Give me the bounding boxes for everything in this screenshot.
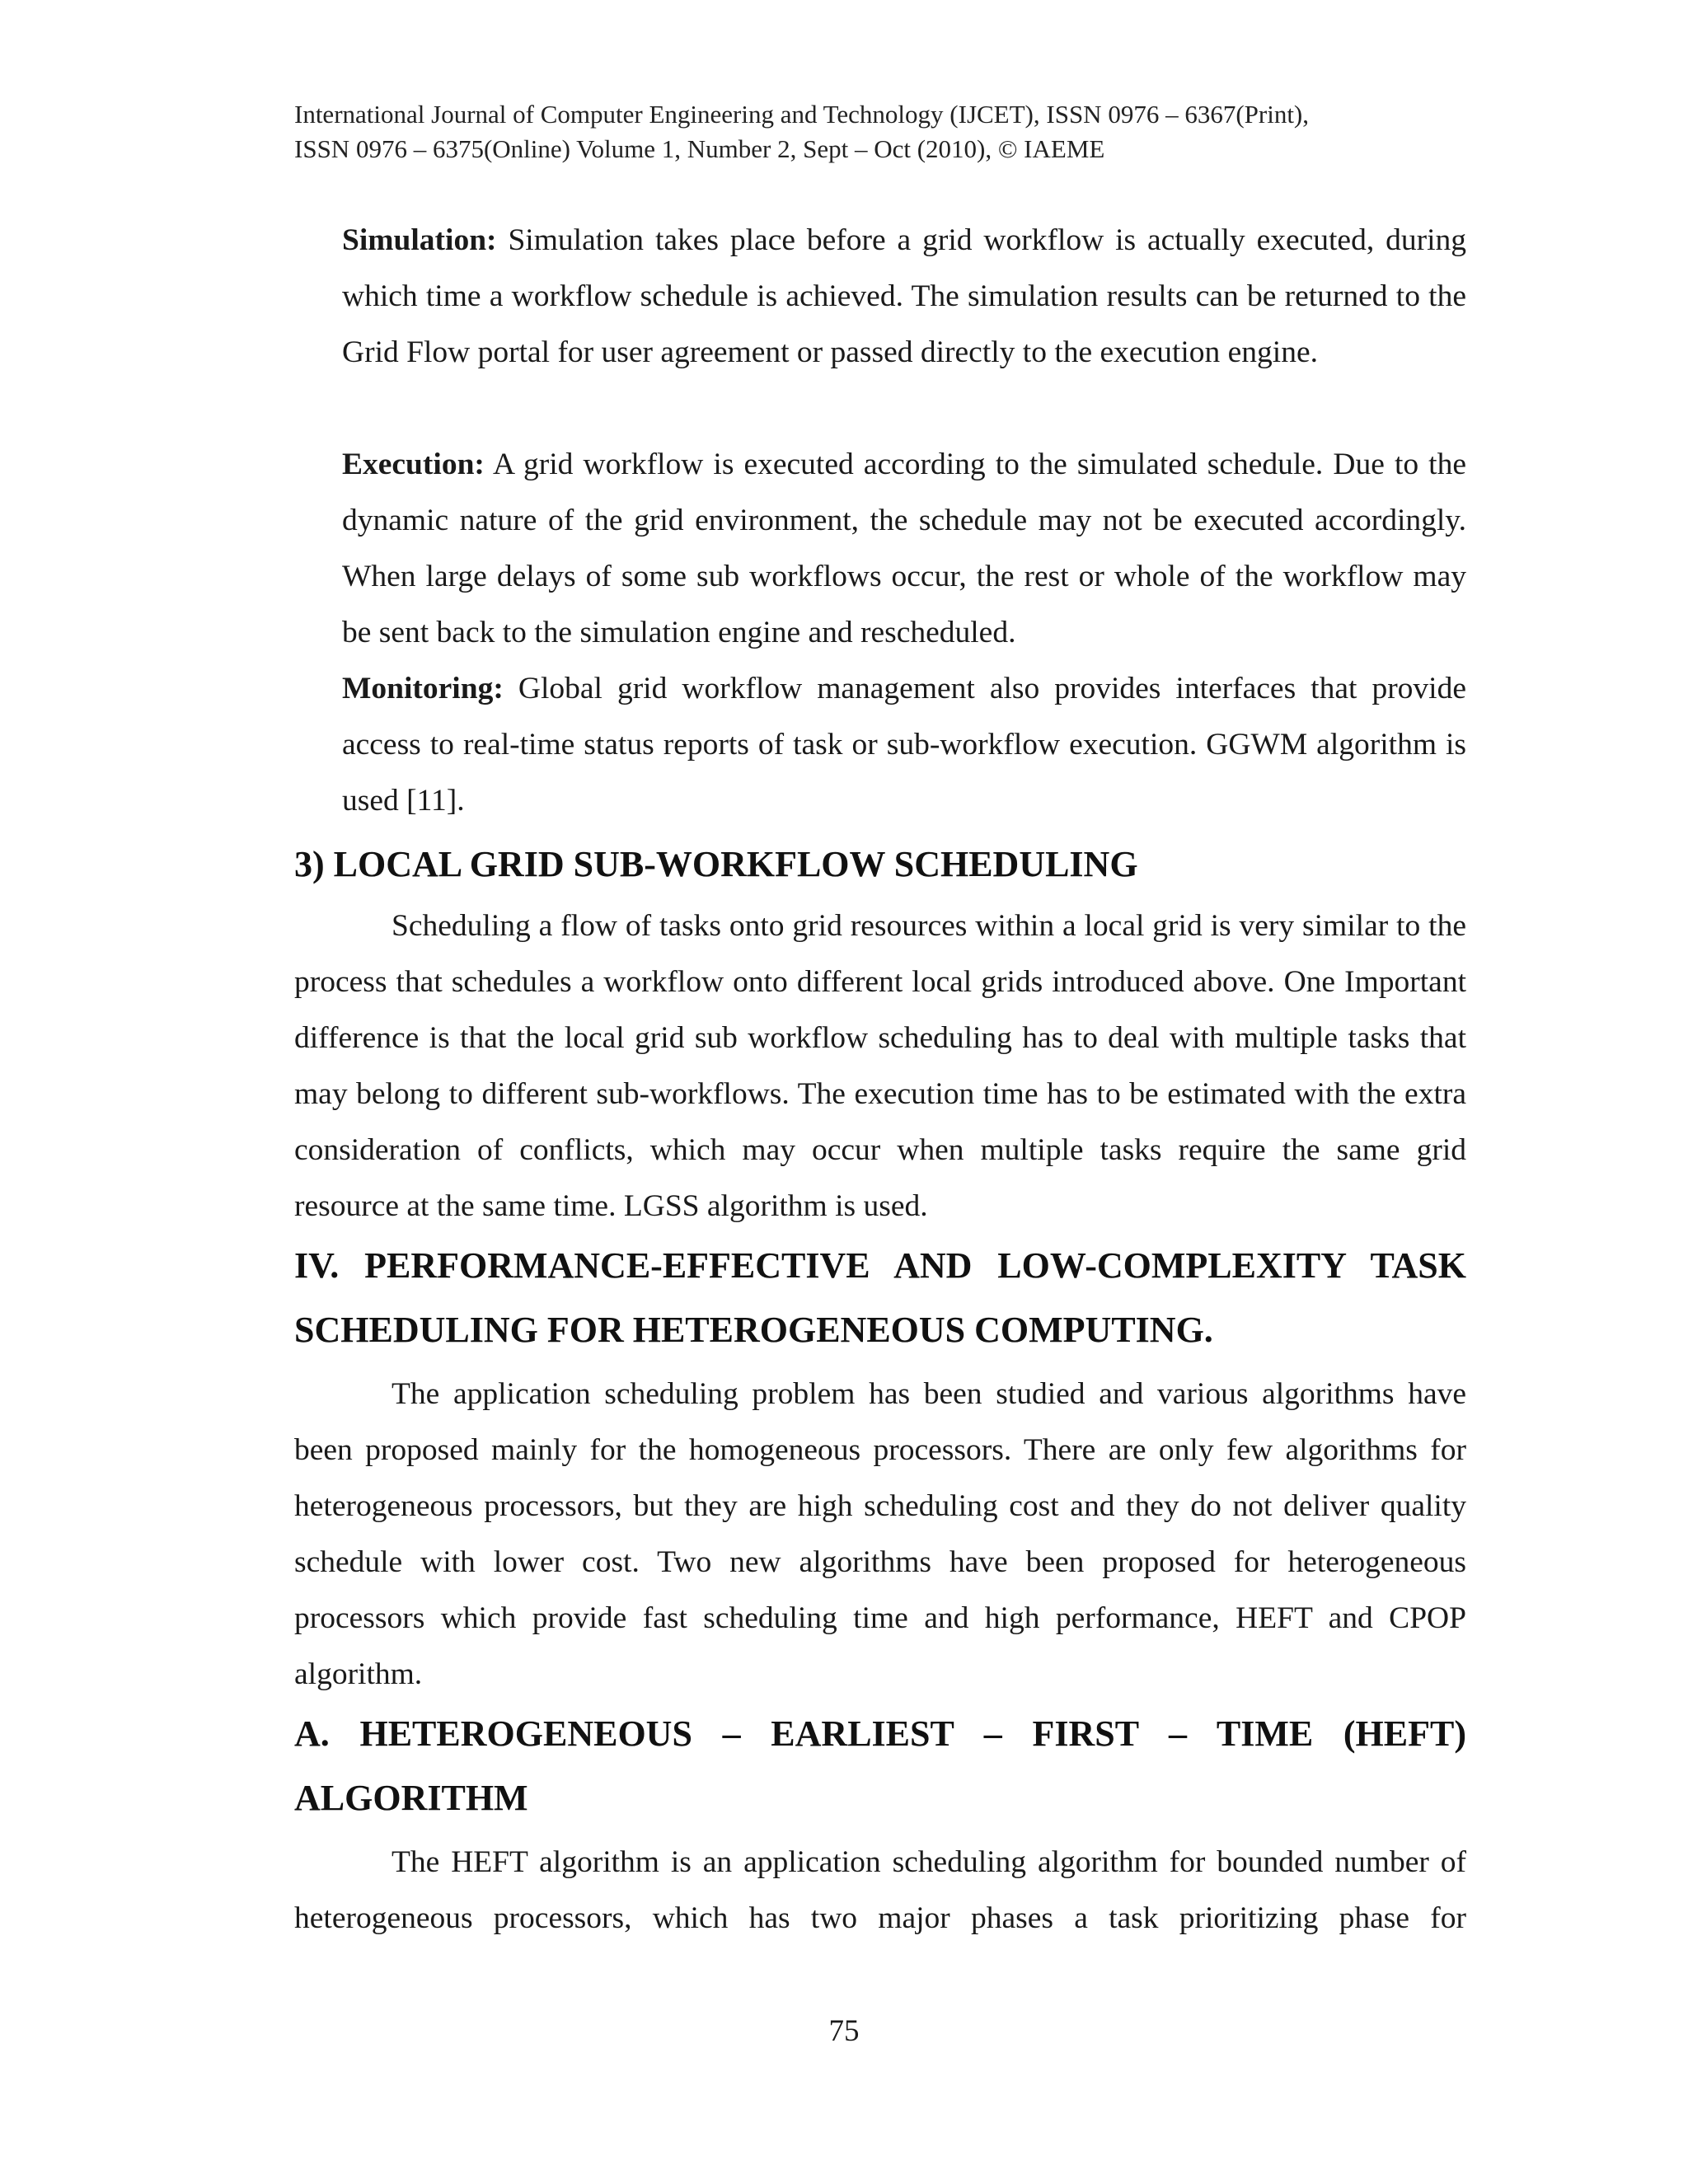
section-heading-performance-effective: IV. PERFORMANCE-EFFECTIVE AND LOW-COMPLEXITY TASK SCHEDULING FOR HETEROGENEOUS COMPUTING. (294, 1245, 1466, 1350)
definition-term: Execution: (342, 448, 485, 481)
section-heading-local-grid: 3) LOCAL GRID SUB-WORKFLOW SCHEDULING (294, 844, 1138, 884)
definition-text: Global grid workflow management also provides interfaces that provide access to real-time status reports of task or sub-workflow execution. GGWM algorithm is used [11]. (342, 672, 1466, 818)
journal-header-line-2: ISSN 0976 – 6375(Online) Volume 1, Number 2, Sept – Oct (2010), © IAEME (294, 134, 1105, 163)
definition-term: Monitoring: (342, 672, 504, 705)
page-number: 75 (828, 2014, 860, 2048)
definition-text: A grid workflow is executed according to the simulated schedule. Due to the dynamic nature of the grid environment, the schedule may not be executed accordingly. When large delays of some sub workflows occur, the rest or whole of the workflow may be sent back to the simulation engine and rescheduled. (342, 448, 1466, 649)
definition-text: Simulation takes place before a grid workflow is actually executed, during which time a workflow schedule is achieved. The simulation results can be returned to the Grid Flow portal for user agreement or passed directly to the execution engine. (342, 223, 1466, 369)
definition-monitoring (342, 661, 1466, 829)
paragraph-performance-effective: The application scheduling problem has been studied and various algorithms have been proposed mainly for the homogeneous processors. There are only few algorithms for heterogeneous processors, but they are high scheduling cost and they do not deliver quality schedule with lower cost. Two new algorithms have been proposed for heterogeneous processors which provide fast scheduling time and high performance, HEFT and CPOP algorithm. (294, 1377, 1466, 1691)
definition-simulation (342, 213, 1466, 381)
definition-term: Simulation: (342, 223, 497, 257)
journal-header (294, 97, 1531, 166)
definition-execution (342, 437, 1466, 661)
paragraph-heft: The HEFT algorithm is an application scheduling algorithm for bounded number of heterogeneous processors, which has two major phases a task prioritizing phase for (294, 1845, 1466, 1935)
paragraph-local-grid: Scheduling a flow of tasks onto grid resources within a local grid is very similar to the process that schedules a workflow onto different local grids introduced above. One Important difference is that the local grid sub workflow scheduling has to deal with multiple tasks that may belong to different sub-workflows. The execution time has to be estimated with the extra consideration of conflicts, which may occur when multiple tasks require the same grid resource at the same time. LGSS algorithm is used. (294, 909, 1466, 1223)
journal-header-line-1: International Journal of Computer Engineering and Technology (IJCET), ISSN 0976 – 6367(Print), (294, 100, 1310, 129)
section-heading-heft: A. HETEROGENEOUS – EARLIEST – FIRST – TIME (HEFT) ALGORITHM (294, 1713, 1466, 1818)
